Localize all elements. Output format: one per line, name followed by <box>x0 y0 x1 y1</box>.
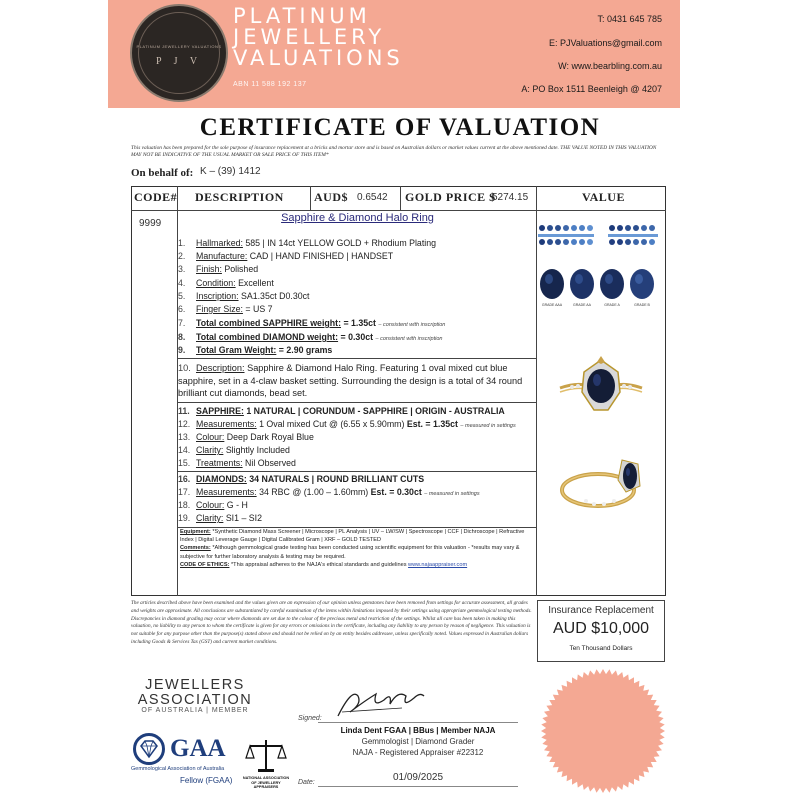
spec-value: 34 RBC @ (1.00 – 1.60mm) <box>256 487 371 497</box>
gold-price-label: GOLD PRICE $ <box>405 190 496 204</box>
spec-label: Finger Size: <box>196 304 243 314</box>
grade-label: GRADE AAA <box>541 303 563 307</box>
brand-line: VALUATIONS <box>233 46 404 70</box>
spec-value: = US 7 <box>242 304 273 314</box>
diamonds-summary: 34 NATURALS | ROUND BRILLIANT CUTS <box>246 474 425 484</box>
equipment-label: Equipment: <box>180 529 211 535</box>
line-number: 4. <box>178 278 186 288</box>
spec-value: Polished <box>221 264 259 274</box>
spec-note: – measured in settings <box>424 491 480 497</box>
gaa-emblem-icon <box>133 733 165 765</box>
jaa-member: OF AUSTRALIA | MEMBER <box>141 707 249 714</box>
spec-label: Finish: <box>196 264 222 274</box>
grade-label: GRADE A <box>604 303 620 307</box>
spec-label: Clarity: <box>196 445 224 455</box>
spec-line <box>178 318 445 328</box>
equipment-notes <box>180 528 536 569</box>
gold-price-value: 5274.15 <box>492 192 529 203</box>
naja-full-name: NATIONAL ASSOCIATION OF JEWELLERY APPRAISERS <box>242 776 290 789</box>
spec-value: Nil Observed <box>242 458 296 468</box>
ring-top-view-photo <box>558 352 644 424</box>
spec-label: Manufacture: <box>196 251 248 261</box>
ethics-label: CODE OF ETHICS: <box>180 561 230 568</box>
diamond-icon <box>136 736 162 762</box>
diamonds-heading <box>178 474 424 484</box>
spec-label: Hallmarked: <box>196 238 243 248</box>
column-divider <box>400 186 401 210</box>
gaa-fellow: Fellow (FGAA) <box>180 776 233 785</box>
spec-line <box>178 487 480 497</box>
contact-address: A: PO Box 1511 Beenleigh @ 4207 <box>521 84 662 94</box>
spec-value: G - H <box>224 500 248 510</box>
spec-label: Total Gram Weight: <box>196 345 277 355</box>
spec-line <box>178 332 442 342</box>
spec-line <box>178 513 262 523</box>
line-number: 16. <box>178 474 191 484</box>
spec-line <box>178 432 314 442</box>
naja-link[interactable]: www.najaappraiser.com <box>408 561 468 568</box>
valuation-disclaimer: This valuation has been prepared for the sole purpose of insurance replacement at a bricks and mortar store and is based on Australian dollars or market values current at the above mentioned date. THE VALUE NOTED IN THIS VALUATION MAY NOT BE INDICATIVE OF THE USUAL MARKET OR SALE PRICE OF THIS ITEM* <box>131 145 657 158</box>
valuation-date: 01/09/2025 <box>392 772 444 783</box>
spec-label: Condition: <box>196 278 236 288</box>
sapphire-summary: 1 NATURAL | CORUNDUM - SAPPHIRE | ORIGIN - AUSTRALIA <box>243 406 505 416</box>
appraiser-registration: NAJA - Registered Appraiser #22312 <box>352 748 484 757</box>
abn-number: ABN 11 588 192 137 <box>233 81 307 88</box>
sapphire-heading <box>178 406 505 416</box>
spec-note: – consistent with inscription <box>378 322 446 328</box>
jaa-line: JEWELLERS <box>145 677 245 693</box>
spec-label: Clarity: <box>196 513 224 523</box>
line-number: 2. <box>178 251 186 261</box>
pjv-logo <box>130 4 228 102</box>
spec-value: 585 | IN 14ct YELLOW GOLD + Rhodium Plating <box>242 238 436 248</box>
spec-label: Measurements: <box>196 487 257 497</box>
line-number: 18. <box>178 500 191 510</box>
line-number: 13. <box>178 432 191 442</box>
spec-value: = 2.90 grams <box>276 345 333 355</box>
equipment-text: *Synthetic Diamond Mass Screener | Microscope | PL Analysis | UV – LW/SW | Spectroscope | CCF | Dichroscope | Refractive Index | Digital Leverage Gauge | Digital Calibrated Gram | XRF – GOLD TESTED <box>180 529 525 544</box>
item-code: 9999 <box>139 218 162 229</box>
sapphire-label: SAPPHIRE: <box>196 406 244 416</box>
spec-label: Total combined SAPPHIRE weight: <box>196 318 341 328</box>
spec-line <box>178 445 290 455</box>
contact-web: W: www.bearbling.com.au <box>558 61 662 71</box>
spec-value: Slightly Included <box>223 445 290 455</box>
diamonds-label: DIAMONDS: <box>196 474 247 484</box>
line-number: 6. <box>178 304 186 314</box>
signed-label: Signed: <box>298 715 322 722</box>
spec-label: Colour: <box>196 500 225 510</box>
contact-email: E: PJValuations@gmail.com <box>548 38 662 48</box>
header-divider <box>131 210 666 211</box>
spec-value: SA1.35ct D0.30ct <box>238 291 310 301</box>
line-number: 10. <box>178 363 191 373</box>
gaa-full-name: Gemmological Association of Australia <box>131 766 225 772</box>
legal-fine-print: The articles described above have been examined and the values given are an expression of our opinion unless gemstones have been removed from settings for accurate assessment, all grades and weights are approximate. All conclusions are substantiated by careful examination of the items within limitations imposed by their settings using appropriate gemmological testing methods. Discrepancies in diamond grading may occur where diamonds are set due to the colour of the precious metal and restriction of the settings. Whilst all care has been taken in making this valuation, no liability to any person to whom the certificate is given for any errors or omissions in the certificate, including any liability to any person by reason of negligence. This valuation is not suitable for any purpose other than the purpose(s) stated above and should not be relied on by an entity besides addressee, unless specifically noted. Values expressed in Australian dollars including Goods & Services Tax (GST) and current market conditions. <box>131 600 532 645</box>
line-number: 3. <box>178 264 186 274</box>
spec-line <box>178 251 393 261</box>
insurance-amount-words: Ten Thousand Dollars <box>569 645 633 652</box>
spec-value: SI1 – SI2 <box>223 513 263 523</box>
scales-icon <box>244 738 288 774</box>
spec-line <box>178 278 274 288</box>
spec-line <box>178 238 436 248</box>
embossed-seal <box>540 668 666 794</box>
line-number: 17. <box>178 487 191 497</box>
appraiser-role: Gemmologist | Diamond Grader <box>361 737 475 746</box>
col-code-header: CODE# <box>134 190 178 204</box>
jaa-logo <box>130 678 260 708</box>
spec-line <box>178 419 516 429</box>
spec-label: Total combined DIAMOND weight: <box>196 332 339 342</box>
aud-label: AUD$ <box>314 190 348 204</box>
line-number: 5. <box>178 291 186 301</box>
spec-line <box>178 345 332 355</box>
ethics-text: *This appraisal adheres to the NAJA's ethical standards and guidelines <box>229 561 409 568</box>
handwritten-signature <box>332 682 432 724</box>
spec-value: = 0.30ct <box>338 332 374 342</box>
brand-line: PLATINUM <box>233 4 371 28</box>
insurance-amount: AUD $10,000 <box>552 620 650 637</box>
date-line <box>318 786 518 787</box>
spec-line <box>178 500 248 510</box>
spec-line <box>178 264 258 274</box>
spec-label: Inscription: <box>196 291 239 301</box>
gem-row-small <box>538 225 658 245</box>
column-divider <box>310 186 311 210</box>
logo-ring <box>138 12 220 94</box>
col-value-header: VALUE <box>582 190 625 204</box>
spec-line <box>178 304 273 314</box>
line-number: 8. <box>178 332 186 342</box>
line-number: 9. <box>178 345 186 355</box>
appraiser-name: Linda Dent FGAA | BBus | Member NAJA <box>340 726 496 735</box>
gaa-logo-text: GAA <box>170 735 226 762</box>
spec-line <box>178 291 309 301</box>
line-number: 1. <box>178 238 186 248</box>
contact-phone: T: 0431 645 785 <box>597 14 662 24</box>
line-number: 11. <box>178 406 190 416</box>
insurance-label: Insurance Replacement <box>548 605 654 616</box>
row-divider <box>177 471 536 472</box>
behalf-label: On behalf of: <box>131 167 194 179</box>
comments-text: *Although gemmological grade testing has been conducted using scientific equipment for this valuation - *results may vary & subjective for further laboratory analysis & testing may be required. <box>180 545 520 560</box>
spec-value: Excellent <box>235 278 274 288</box>
spec-estimate: Est. = 0.30ct <box>370 487 422 497</box>
spec-value: Deep Dark Royal Blue <box>224 432 314 442</box>
grade-label: GRADE B <box>634 303 650 307</box>
item-description <box>178 362 534 400</box>
row-divider <box>177 358 536 359</box>
ring-side-view-photo <box>556 446 650 518</box>
description-text: Sapphire & Diamond Halo Ring. Featuring 1 oval mixed cut blue sapphire, set in a 4-claw basket setting. Surrounding the design is a total of 34 round brilliant cut diamonds, bead set. <box>178 363 523 398</box>
item-title: Sapphire & Diamond Halo Ring <box>281 212 434 224</box>
spec-value: = 1.35ct <box>341 318 376 328</box>
grade-label: GRADE AA <box>573 303 591 307</box>
line-number: 15. <box>178 458 191 468</box>
spec-estimate: Est. = 1.35ct <box>406 419 458 429</box>
spec-note: – measured in settings <box>460 423 516 429</box>
comments-label: Comments: <box>180 545 211 552</box>
spec-label: Colour: <box>196 432 225 442</box>
brand-line: JEWELLERY <box>233 25 386 49</box>
col-description-header: DESCRIPTION <box>195 190 284 204</box>
spec-value: CAD | HAND FINISHED | HANDSET <box>247 251 394 261</box>
spec-line <box>178 458 296 468</box>
seal-shape <box>541 669 665 793</box>
spec-note: – consistent with inscription <box>375 336 443 342</box>
line-number: 7. <box>178 318 186 328</box>
brand-name <box>233 6 404 69</box>
spec-label: Measurements: <box>196 419 257 429</box>
line-number: 19. <box>178 513 191 523</box>
line-number: 14. <box>178 445 191 455</box>
logo-monogram: P J V <box>155 56 203 67</box>
sapphire-grade-chart <box>536 212 664 312</box>
row-divider <box>177 402 536 403</box>
signature-line <box>318 722 518 723</box>
spec-value: 1 Oval mixed Cut @ (6.55 x 5.90mm) <box>256 419 407 429</box>
spec-label: Treatments: <box>196 458 243 468</box>
behalf-value: K – (39) 1412 <box>200 166 261 177</box>
certificate-title: CERTIFICATE OF VALUATION <box>199 114 601 141</box>
aud-value: 0.6542 <box>357 192 388 203</box>
line-number: 12. <box>178 419 191 429</box>
jaa-line: ASSOCIATION <box>137 692 253 708</box>
description-label: Description: <box>196 363 245 373</box>
date-label: Date: <box>298 779 315 786</box>
gem-row-large <box>540 269 654 299</box>
logo-ring-text: PLATINUM JEWELLERY VALUATIONS <box>136 44 222 49</box>
